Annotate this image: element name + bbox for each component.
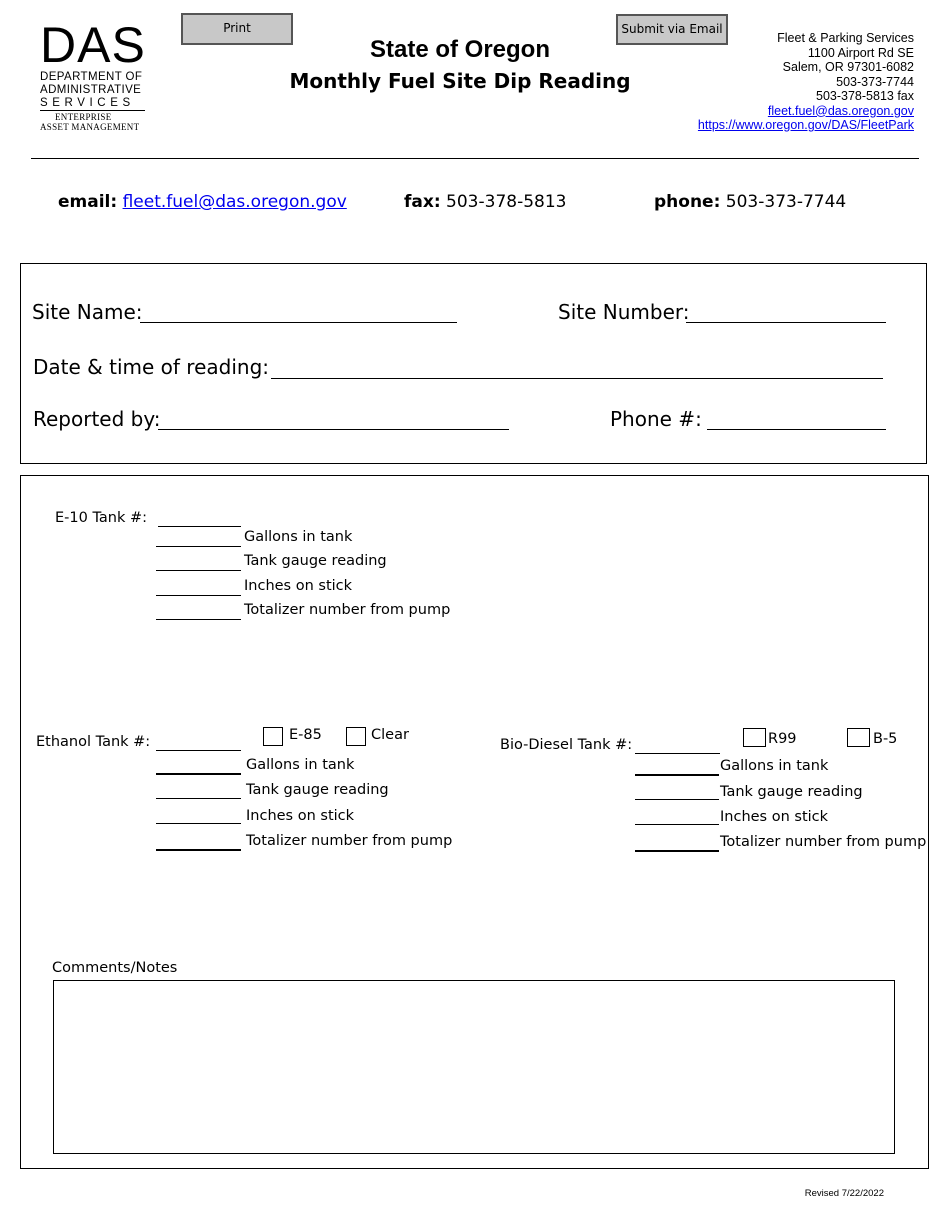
clear-label: Clear (371, 727, 409, 743)
logo-line-3: SERVICES (40, 97, 135, 109)
e10-stick-label: Inches on stick (244, 578, 353, 594)
contact-fax-value: 503-378-5813 (446, 192, 567, 212)
submit-email-button[interactable]: Submit via Email (616, 14, 728, 45)
e10-gallons-field[interactable] (156, 546, 241, 547)
e10-totalizer-label: Totalizer number from pump (244, 602, 451, 618)
logo-line-1: DEPARTMENT OF (40, 71, 143, 83)
e10-gallons-label: Gallons in tank (244, 529, 353, 545)
reported-by-label: Reported by: (33, 407, 161, 431)
date-time-field[interactable] (271, 378, 883, 379)
biodiesel-totalizer-label: Totalizer number from pump (720, 834, 927, 850)
contact-phone-value: 503-373-7744 (725, 192, 847, 212)
ethanol-tank-label: Ethanol Tank #: (36, 734, 151, 750)
biodiesel-gallons-label: Gallons in tank (720, 758, 829, 774)
ethanol-totalizer-label: Totalizer number from pump (246, 833, 453, 849)
address-fax: 503-378-5813 fax (816, 89, 914, 103)
biodiesel-gallons-field[interactable] (635, 774, 719, 776)
e10-tank-number-field[interactable] (158, 526, 241, 527)
site-number-field[interactable] (686, 322, 886, 323)
site-name-field[interactable] (140, 322, 457, 323)
ethanol-tank-number-field[interactable] (156, 750, 241, 751)
ethanol-gallons-label: Gallons in tank (246, 757, 355, 773)
address-phone: 503-373-7744 (836, 74, 914, 89)
address-street: 1100 Airport Rd SE (807, 45, 914, 60)
biodiesel-stick-label: Inches on stick (720, 809, 829, 825)
contact-fax (404, 192, 566, 212)
comments-label: Comments/Notes (52, 960, 178, 976)
e10-tank-label: E-10 Tank #: (55, 510, 148, 526)
biodiesel-tank-number-field[interactable] (635, 753, 720, 754)
site-number-label: Site Number: (558, 300, 690, 324)
logo-line-2: ADMINISTRATIVE (40, 84, 142, 96)
logo-sub-line-2: ASSET MANAGEMENT (40, 122, 140, 132)
e85-label: E-85 (289, 727, 322, 743)
clear-checkbox[interactable] (346, 727, 366, 746)
e10-gauge-label: Tank gauge reading (244, 553, 387, 569)
date-time-label: Date & time of reading: (33, 355, 269, 379)
address-url-link[interactable]: https://www.oregon.gov/DAS/FleetPark (697, 118, 914, 132)
contact-email (58, 192, 347, 212)
address-org: Fleet & Parking Services (777, 31, 914, 45)
phone-number-field[interactable] (707, 429, 886, 430)
logo-sub-line-1: ENTERPRISE (55, 112, 112, 122)
logo-divider (40, 110, 145, 111)
header-divider (31, 158, 919, 159)
ethanol-totalizer-field[interactable] (156, 849, 241, 851)
biodiesel-stick-field[interactable] (635, 824, 719, 825)
r99-checkbox[interactable] (743, 728, 766, 747)
biodiesel-gauge-field[interactable] (635, 799, 719, 800)
page-subtitle: Monthly Fuel Site Dip Reading (289, 69, 631, 93)
e10-stick-field[interactable] (156, 595, 241, 596)
ethanol-stick-field[interactable] (156, 823, 241, 824)
ethanol-gallons-field[interactable] (156, 773, 241, 775)
contact-email-label: email: (58, 192, 118, 212)
biodiesel-tank-label: Bio-Diesel Tank #: (500, 737, 633, 753)
contact-fax-label: fax: (404, 192, 441, 212)
ethanol-stick-label: Inches on stick (246, 808, 355, 824)
e10-gauge-field[interactable] (156, 570, 241, 571)
b5-label: B-5 (873, 731, 898, 747)
r99-label: R99 (768, 731, 797, 747)
address-city: Salem, OR 97301-6082 (782, 60, 914, 74)
address-email-link[interactable]: fleet.fuel@das.oregon.gov (767, 103, 914, 118)
ethanol-gauge-field[interactable] (156, 798, 241, 799)
ethanol-gauge-label: Tank gauge reading (246, 782, 389, 798)
site-name-label: Site Name: (32, 300, 143, 324)
phone-number-label: Phone #: (610, 407, 702, 431)
b5-checkbox[interactable] (847, 728, 870, 747)
contact-email-link[interactable]: fleet.fuel@das.oregon.gov (122, 192, 347, 212)
contact-phone-label: phone: (654, 192, 721, 212)
das-logo-mark: DAS (40, 17, 146, 73)
e10-totalizer-field[interactable] (156, 619, 241, 620)
reported-by-field[interactable] (158, 429, 509, 430)
contact-phone (654, 192, 846, 212)
revised-date: Revised 7/22/2022 (804, 1188, 884, 1199)
biodiesel-totalizer-field[interactable] (635, 850, 719, 852)
e85-checkbox[interactable] (263, 727, 283, 746)
print-button[interactable]: Print (181, 13, 293, 45)
comments-textarea[interactable] (53, 980, 895, 1154)
page-title: State of Oregon (369, 36, 550, 63)
biodiesel-gauge-label: Tank gauge reading (720, 784, 863, 800)
